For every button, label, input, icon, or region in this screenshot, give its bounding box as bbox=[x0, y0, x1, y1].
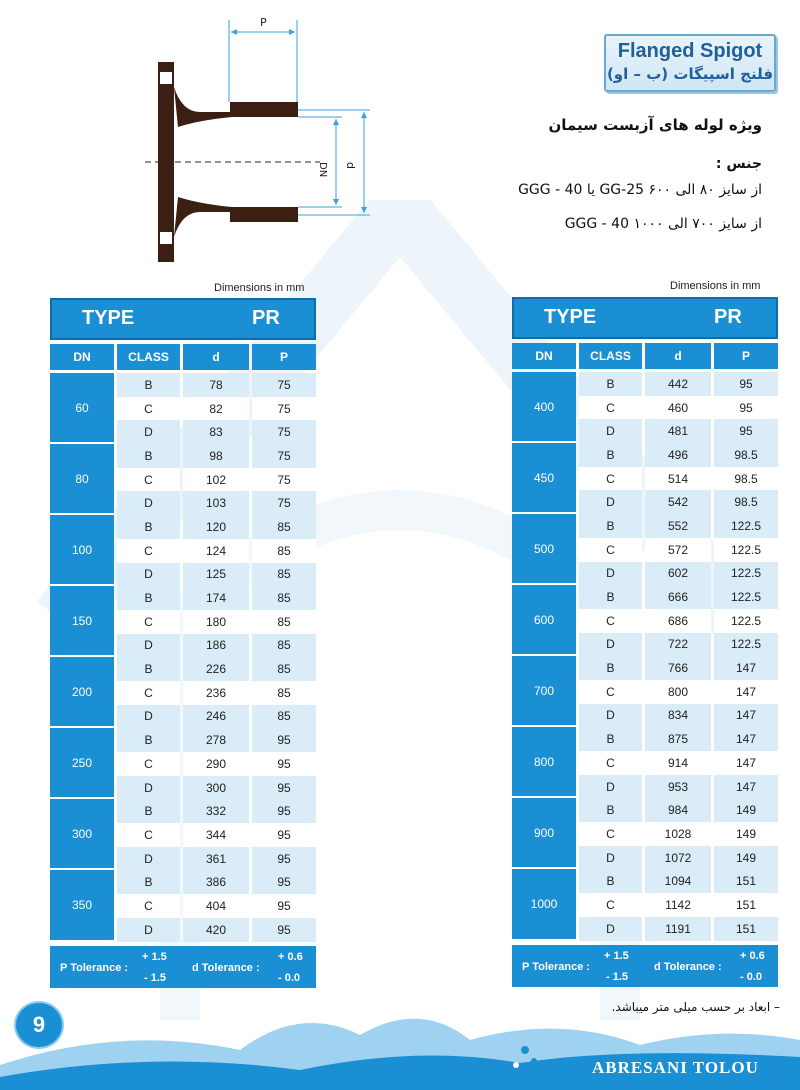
table-row bbox=[117, 397, 316, 421]
p-cell: 149 bbox=[714, 846, 778, 870]
p-cell: 85 bbox=[252, 634, 316, 658]
dn-cell: 900 bbox=[512, 798, 576, 869]
group-rows bbox=[117, 870, 316, 941]
class-cell: B bbox=[579, 798, 642, 822]
p-cell: 95 bbox=[252, 776, 316, 800]
d-cell: 460 bbox=[645, 396, 711, 420]
group-rows bbox=[117, 728, 316, 799]
d-cell: 800 bbox=[645, 680, 711, 704]
table-row bbox=[117, 515, 316, 539]
dn-group bbox=[50, 586, 316, 657]
p-cell: 95 bbox=[252, 752, 316, 776]
d-cell: 103 bbox=[183, 491, 249, 515]
class-cell: C bbox=[117, 681, 180, 705]
d-cell: 514 bbox=[645, 467, 711, 491]
class-cell: B bbox=[117, 373, 180, 397]
d-cell: 82 bbox=[183, 397, 249, 421]
d-cell: 442 bbox=[645, 372, 711, 396]
dn-cell: 1000 bbox=[512, 869, 576, 940]
class-cell: D bbox=[579, 704, 642, 728]
table-row bbox=[579, 467, 778, 491]
group-rows bbox=[579, 585, 778, 656]
class-cell: C bbox=[579, 751, 642, 775]
p-cell: 98.5 bbox=[714, 490, 778, 514]
class-cell: C bbox=[117, 397, 180, 421]
class-cell: D bbox=[117, 847, 180, 871]
d-cell: 572 bbox=[645, 538, 711, 562]
dn-group bbox=[50, 657, 316, 728]
table-row bbox=[579, 538, 778, 562]
column-header: DN bbox=[512, 343, 576, 369]
dn-group bbox=[50, 515, 316, 586]
label-dn: DN bbox=[317, 162, 328, 178]
type-bar bbox=[512, 297, 778, 339]
d-cell: 290 bbox=[183, 752, 249, 776]
table-row bbox=[117, 634, 316, 658]
dn-cell: 200 bbox=[50, 657, 114, 728]
p-cell: 95 bbox=[714, 419, 778, 443]
p-tolerance-minus: - 1.5 bbox=[144, 971, 167, 984]
class-cell: C bbox=[579, 893, 642, 917]
d-cell: 420 bbox=[183, 918, 249, 942]
dn-cell: 100 bbox=[50, 515, 114, 586]
flanged-spigot-drawing bbox=[120, 12, 380, 267]
table-row bbox=[579, 562, 778, 586]
p-cell: 85 bbox=[252, 705, 316, 729]
class-cell: D bbox=[579, 775, 642, 799]
p-cell: 151 bbox=[714, 869, 778, 893]
class-cell: D bbox=[117, 918, 180, 942]
dn-group bbox=[512, 443, 778, 514]
p-cell: 98.5 bbox=[714, 443, 778, 467]
p-cell: 85 bbox=[252, 515, 316, 539]
d-cell: 1142 bbox=[645, 893, 711, 917]
type-value: PR bbox=[714, 306, 742, 328]
p-cell: 122.5 bbox=[714, 609, 778, 633]
title-en: Flanged Spigot bbox=[617, 40, 763, 62]
dimensions-caption-left: Dimensions in mm bbox=[214, 282, 305, 294]
p-cell: 149 bbox=[714, 798, 778, 822]
p-cell: 122.5 bbox=[714, 514, 778, 538]
class-cell: D bbox=[117, 705, 180, 729]
p-tolerance-label: P Tolerance : bbox=[60, 961, 129, 974]
d-tolerance-minus: - 0.0 bbox=[740, 970, 763, 983]
p-cell: 85 bbox=[252, 657, 316, 681]
p-cell: 122.5 bbox=[714, 562, 778, 586]
d-cell: 984 bbox=[645, 798, 711, 822]
d-tolerance-minus: - 0.0 bbox=[278, 971, 301, 984]
table-row bbox=[117, 918, 316, 942]
group-rows bbox=[579, 798, 778, 869]
class-cell: C bbox=[117, 539, 180, 563]
dn-group bbox=[50, 799, 316, 870]
class-cell: D bbox=[579, 917, 642, 941]
dn-cell: 400 bbox=[512, 372, 576, 443]
tolerance-bar bbox=[50, 946, 316, 988]
p-cell: 75 bbox=[252, 420, 316, 444]
p-cell: 147 bbox=[714, 727, 778, 751]
p-tolerance-plus: + 1.5 bbox=[142, 950, 167, 963]
dn-cell: 450 bbox=[512, 443, 576, 514]
p-cell: 75 bbox=[252, 491, 316, 515]
d-cell: 78 bbox=[183, 373, 249, 397]
d-cell: 552 bbox=[645, 514, 711, 538]
column-header: P bbox=[714, 343, 778, 369]
group-rows bbox=[579, 869, 778, 940]
d-cell: 953 bbox=[645, 775, 711, 799]
p-cell: 75 bbox=[252, 373, 316, 397]
dn-group bbox=[512, 727, 778, 798]
column-header: DN bbox=[50, 344, 114, 370]
dimension-table-left bbox=[50, 298, 316, 988]
dn-group bbox=[50, 444, 316, 515]
type-value: PR bbox=[252, 307, 280, 329]
table-row bbox=[579, 751, 778, 775]
p-tolerance-minus: - 1.5 bbox=[606, 970, 629, 983]
page-number: 9 bbox=[14, 1001, 64, 1049]
column-header-row bbox=[50, 344, 316, 370]
table-row bbox=[579, 869, 778, 893]
table-row bbox=[579, 680, 778, 704]
dn-group bbox=[512, 514, 778, 585]
p-cell: 122.5 bbox=[714, 633, 778, 657]
class-cell: B bbox=[117, 515, 180, 539]
class-cell: D bbox=[117, 776, 180, 800]
table-row bbox=[579, 372, 778, 396]
tolerance-bar bbox=[512, 945, 778, 987]
d-cell: 226 bbox=[183, 657, 249, 681]
dn-group bbox=[512, 798, 778, 869]
d-cell: 246 bbox=[183, 705, 249, 729]
d-cell: 83 bbox=[183, 420, 249, 444]
group-rows bbox=[579, 514, 778, 585]
class-cell: C bbox=[117, 894, 180, 918]
table-row bbox=[117, 563, 316, 587]
d-cell: 332 bbox=[183, 799, 249, 823]
material-line-1: از سایز ۸۰ الی ۶۰۰ GG-25 یا GGG - 40 bbox=[518, 182, 762, 198]
d-cell: 722 bbox=[645, 633, 711, 657]
d-cell: 1028 bbox=[645, 822, 711, 846]
p-cell: 151 bbox=[714, 893, 778, 917]
d-cell: 1191 bbox=[645, 917, 711, 941]
class-cell: C bbox=[579, 538, 642, 562]
class-cell: C bbox=[117, 468, 180, 492]
p-cell: 95 bbox=[252, 728, 316, 752]
d-tolerance-plus: + 0.6 bbox=[278, 950, 303, 963]
d-cell: 875 bbox=[645, 727, 711, 751]
p-tolerance-label: P Tolerance : bbox=[522, 960, 591, 973]
d-cell: 602 bbox=[645, 562, 711, 586]
title-fa: فلنج اسپیگات (ب – او) bbox=[606, 65, 774, 83]
table-row bbox=[579, 917, 778, 941]
p-cell: 85 bbox=[252, 610, 316, 634]
group-rows bbox=[117, 799, 316, 870]
table-row bbox=[117, 799, 316, 823]
p-cell: 122.5 bbox=[714, 538, 778, 562]
d-tolerance-label: d Tolerance : bbox=[654, 960, 722, 973]
d-cell: 1094 bbox=[645, 869, 711, 893]
group-rows bbox=[579, 443, 778, 514]
dn-cell: 300 bbox=[50, 799, 114, 870]
p-cell: 147 bbox=[714, 680, 778, 704]
table-row bbox=[117, 870, 316, 894]
p-cell: 151 bbox=[714, 917, 778, 941]
table-row bbox=[117, 681, 316, 705]
class-cell: B bbox=[579, 727, 642, 751]
group-rows bbox=[117, 657, 316, 728]
class-cell: B bbox=[117, 657, 180, 681]
p-tolerance-plus: + 1.5 bbox=[604, 949, 629, 962]
group-rows bbox=[579, 656, 778, 727]
table-row bbox=[117, 610, 316, 634]
d-cell: 766 bbox=[645, 656, 711, 680]
table-row bbox=[117, 728, 316, 752]
class-cell: B bbox=[117, 870, 180, 894]
d-cell: 686 bbox=[645, 609, 711, 633]
table-row bbox=[117, 420, 316, 444]
p-cell: 95 bbox=[252, 918, 316, 942]
class-cell: D bbox=[117, 563, 180, 587]
d-cell: 481 bbox=[645, 419, 711, 443]
d-cell: 120 bbox=[183, 515, 249, 539]
dn-group bbox=[50, 728, 316, 799]
type-bar bbox=[50, 298, 316, 340]
dn-group bbox=[512, 372, 778, 443]
class-cell: B bbox=[579, 869, 642, 893]
dn-cell: 800 bbox=[512, 727, 576, 798]
table-row bbox=[117, 752, 316, 776]
group-rows bbox=[579, 727, 778, 798]
p-cell: 85 bbox=[252, 563, 316, 587]
p-cell: 75 bbox=[252, 468, 316, 492]
p-cell: 85 bbox=[252, 539, 316, 563]
table-row bbox=[579, 443, 778, 467]
p-cell: 147 bbox=[714, 751, 778, 775]
column-header-row bbox=[512, 343, 778, 369]
table-row bbox=[579, 419, 778, 443]
table-row bbox=[117, 776, 316, 800]
table-row bbox=[579, 798, 778, 822]
table-row bbox=[579, 609, 778, 633]
class-cell: B bbox=[579, 585, 642, 609]
p-cell: 75 bbox=[252, 397, 316, 421]
p-cell: 147 bbox=[714, 656, 778, 680]
class-cell: B bbox=[579, 514, 642, 538]
dn-group bbox=[512, 585, 778, 656]
dn-group bbox=[512, 869, 778, 940]
d-cell: 666 bbox=[645, 585, 711, 609]
d-cell: 174 bbox=[183, 586, 249, 610]
p-cell: 95 bbox=[714, 372, 778, 396]
p-cell: 122.5 bbox=[714, 585, 778, 609]
dn-cell: 700 bbox=[512, 656, 576, 727]
table-row bbox=[117, 847, 316, 871]
d-cell: 914 bbox=[645, 751, 711, 775]
table-row bbox=[579, 633, 778, 657]
dn-group bbox=[50, 870, 316, 941]
d-cell: 186 bbox=[183, 634, 249, 658]
p-cell: 85 bbox=[252, 681, 316, 705]
p-cell: 85 bbox=[252, 586, 316, 610]
group-rows bbox=[117, 515, 316, 586]
d-cell: 496 bbox=[645, 443, 711, 467]
group-rows bbox=[117, 373, 316, 444]
d-cell: 278 bbox=[183, 728, 249, 752]
subtitle-fa: ویژه لوله های آزبست سیمان bbox=[548, 116, 762, 134]
class-cell: B bbox=[117, 444, 180, 468]
d-tolerance-label: d Tolerance : bbox=[192, 961, 260, 974]
class-cell: C bbox=[117, 752, 180, 776]
class-cell: B bbox=[117, 728, 180, 752]
p-cell: 95 bbox=[252, 894, 316, 918]
class-cell: C bbox=[579, 822, 642, 846]
class-cell: D bbox=[579, 562, 642, 586]
p-cell: 95 bbox=[252, 847, 316, 871]
dn-cell: 150 bbox=[50, 586, 114, 657]
column-header: CLASS bbox=[579, 343, 642, 369]
class-cell: C bbox=[579, 396, 642, 420]
p-cell: 95 bbox=[252, 870, 316, 894]
table-row bbox=[579, 775, 778, 799]
class-cell: C bbox=[579, 467, 642, 491]
class-cell: D bbox=[117, 420, 180, 444]
d-cell: 102 bbox=[183, 468, 249, 492]
d-cell: 236 bbox=[183, 681, 249, 705]
class-cell: D bbox=[579, 490, 642, 514]
d-cell: 344 bbox=[183, 823, 249, 847]
table-row bbox=[117, 705, 316, 729]
class-cell: B bbox=[117, 586, 180, 610]
group-rows bbox=[579, 372, 778, 443]
d-cell: 834 bbox=[645, 704, 711, 728]
dimension-table-right bbox=[512, 297, 778, 987]
material-label: جنس : bbox=[715, 156, 762, 172]
table-row bbox=[579, 822, 778, 846]
table-row bbox=[579, 656, 778, 680]
class-cell: B bbox=[579, 443, 642, 467]
d-tolerance-plus: + 0.6 bbox=[740, 949, 765, 962]
dn-cell: 500 bbox=[512, 514, 576, 585]
column-header: d bbox=[645, 343, 711, 369]
p-cell: 147 bbox=[714, 775, 778, 799]
table-row bbox=[579, 727, 778, 751]
title-box bbox=[604, 34, 776, 92]
class-cell: D bbox=[579, 419, 642, 443]
class-cell: C bbox=[579, 680, 642, 704]
table-row bbox=[579, 846, 778, 870]
class-cell: D bbox=[579, 633, 642, 657]
p-cell: 95 bbox=[252, 799, 316, 823]
table-row bbox=[117, 894, 316, 918]
table-row bbox=[117, 373, 316, 397]
d-cell: 361 bbox=[183, 847, 249, 871]
table-row bbox=[579, 396, 778, 420]
d-cell: 125 bbox=[183, 563, 249, 587]
label-p: P bbox=[260, 16, 267, 29]
d-cell: 98 bbox=[183, 444, 249, 468]
table-row bbox=[579, 704, 778, 728]
class-cell: B bbox=[579, 372, 642, 396]
type-label: TYPE bbox=[544, 306, 597, 328]
dn-cell: 350 bbox=[50, 870, 114, 941]
dn-group bbox=[50, 373, 316, 444]
table-row bbox=[579, 514, 778, 538]
units-note: – ابعاد بر حسب میلی متر میباشد. bbox=[611, 1000, 780, 1014]
p-cell: 75 bbox=[252, 444, 316, 468]
table-row bbox=[117, 586, 316, 610]
material-line-2: از سایز ۷۰۰ الی ۱۰۰۰ GGG - 40 bbox=[564, 216, 762, 232]
column-header: CLASS bbox=[117, 344, 180, 370]
class-cell: D bbox=[117, 634, 180, 658]
p-cell: 95 bbox=[252, 823, 316, 847]
brand-name: ABRESANI TOLOU bbox=[592, 1058, 759, 1077]
class-cell: C bbox=[579, 609, 642, 633]
table-row bbox=[117, 823, 316, 847]
class-cell: D bbox=[117, 491, 180, 515]
column-header: d bbox=[183, 344, 249, 370]
type-label: TYPE bbox=[82, 307, 135, 329]
class-cell: B bbox=[117, 799, 180, 823]
group-rows bbox=[117, 444, 316, 515]
d-cell: 1072 bbox=[645, 846, 711, 870]
table-row bbox=[117, 491, 316, 515]
p-cell: 147 bbox=[714, 704, 778, 728]
p-cell: 149 bbox=[714, 822, 778, 846]
class-cell: C bbox=[117, 610, 180, 634]
table-body bbox=[512, 372, 778, 941]
d-cell: 180 bbox=[183, 610, 249, 634]
dimensions-caption-right: Dimensions in mm bbox=[670, 280, 761, 292]
label-d: d bbox=[344, 162, 357, 169]
table-row bbox=[117, 468, 316, 492]
p-cell: 98.5 bbox=[714, 467, 778, 491]
table-row bbox=[579, 893, 778, 917]
p-cell: 95 bbox=[714, 396, 778, 420]
d-cell: 386 bbox=[183, 870, 249, 894]
table-row bbox=[579, 490, 778, 514]
column-header: P bbox=[252, 344, 316, 370]
group-rows bbox=[117, 586, 316, 657]
d-cell: 542 bbox=[645, 490, 711, 514]
class-cell: D bbox=[579, 846, 642, 870]
class-cell: C bbox=[117, 823, 180, 847]
dn-cell: 80 bbox=[50, 444, 114, 515]
d-cell: 300 bbox=[183, 776, 249, 800]
dn-cell: 60 bbox=[50, 373, 114, 444]
dn-cell: 250 bbox=[50, 728, 114, 799]
dn-cell: 600 bbox=[512, 585, 576, 656]
table-row bbox=[117, 539, 316, 563]
d-cell: 124 bbox=[183, 539, 249, 563]
table-row bbox=[117, 444, 316, 468]
d-cell: 404 bbox=[183, 894, 249, 918]
table-row bbox=[579, 585, 778, 609]
dn-group bbox=[512, 656, 778, 727]
table-row bbox=[117, 657, 316, 681]
table-body bbox=[50, 373, 316, 942]
class-cell: B bbox=[579, 656, 642, 680]
